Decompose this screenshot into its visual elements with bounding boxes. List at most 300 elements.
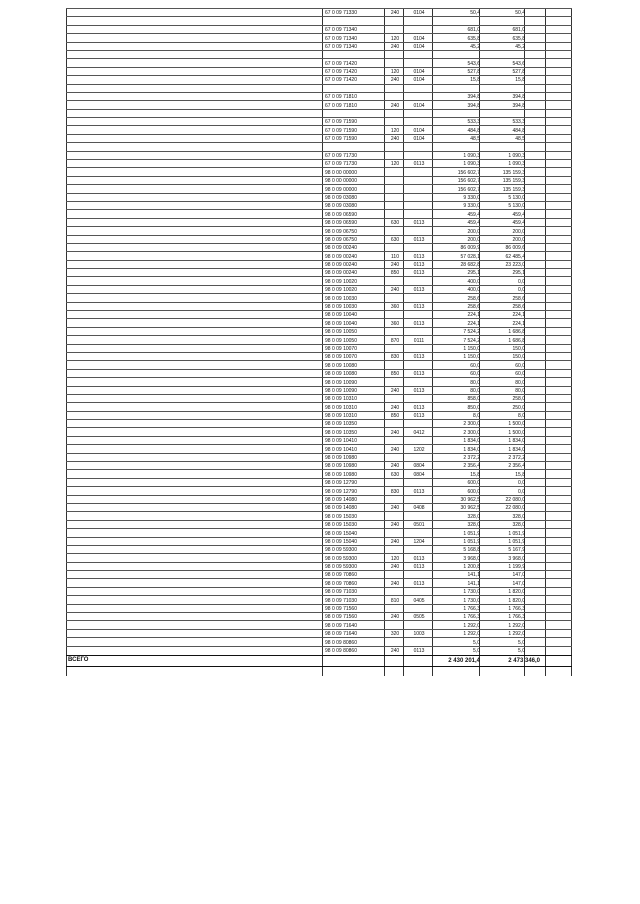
row-amount-2: 328,0 [512, 522, 525, 529]
row-amount-1: 15,8 [470, 77, 480, 84]
row-expense-type [386, 345, 404, 352]
row-amount-2: 224,1 [512, 320, 525, 327]
row-expense-type: 240 [390, 136, 400, 143]
row-target-code: 98 0 09 15040 [325, 530, 357, 537]
row-amount-1: 224,1 [467, 312, 480, 319]
row-amount-2: 22 080,0 [505, 496, 525, 503]
row-name [68, 143, 316, 150]
row-expense-type [386, 328, 404, 335]
row-expense-type [386, 512, 404, 519]
row-amount-2 [481, 17, 525, 24]
row-amount-1: 5,0 [473, 639, 480, 646]
row-section-code [405, 85, 433, 92]
row-target-code: 98 0 09 10310 [325, 396, 357, 403]
row-amount-1: 156 602,7 [457, 186, 480, 193]
row-section-code [405, 118, 433, 125]
row-name [68, 596, 316, 603]
table-row [66, 33, 572, 41]
row-expense-type: 630 [390, 471, 400, 478]
row-target-code: 67 0 09 71810 [325, 94, 357, 101]
table-row [66, 344, 572, 352]
budget-table [66, 8, 572, 676]
row-amount-1: 9 330,0 [463, 194, 480, 201]
table-row [66, 360, 572, 368]
row-target-code: 67 0 09 71420 [325, 60, 357, 67]
row-amount-1: 1 051,9 [463, 530, 480, 537]
row-name [68, 252, 316, 259]
row-amount-2: 459,4 [512, 211, 525, 218]
table-row [66, 453, 572, 461]
row-target-code: 98 0 09 06750 [325, 236, 357, 243]
row-target-code: 98 0 09 10080 [325, 362, 357, 369]
table-row [66, 486, 572, 494]
row-name [68, 638, 316, 645]
row-amount-2 [481, 85, 525, 92]
row-expense-type [386, 202, 404, 209]
row-amount-1: 328,0 [467, 513, 480, 520]
row-amount-2: 1 199,9 [508, 564, 525, 571]
row-target-code: 98 0 09 00000 [325, 186, 357, 193]
row-name [68, 135, 316, 142]
row-expense-type: 630 [390, 236, 400, 243]
row-amount-1: 200,0 [467, 228, 480, 235]
row-expense-type [386, 93, 404, 100]
row-target-code: 98 0 09 14080 [325, 496, 357, 503]
table-row [66, 327, 572, 335]
row-target-code [325, 51, 385, 58]
row-amount-1: 80,0 [470, 379, 480, 386]
row-amount-2: 1 766,3 [508, 606, 525, 613]
row-target-code: 98 0 09 00240 [325, 270, 357, 277]
row-name [68, 286, 316, 293]
row-section-code: 0104 [413, 102, 425, 109]
row-section-code [405, 437, 433, 444]
table-row [66, 67, 572, 75]
table-row [66, 260, 572, 268]
table-row [66, 167, 572, 175]
row-target-code: 67 0 09 71590 [325, 127, 357, 134]
row-amount-2: 394,8 [512, 102, 525, 109]
row-section-code: 0113 [413, 580, 425, 587]
row-name [68, 395, 316, 402]
row-amount-1 [434, 110, 480, 117]
row-target-code: 98 0 09 59300 [325, 555, 357, 562]
row-expense-type [386, 185, 404, 192]
table-row [66, 109, 572, 117]
table-row [66, 84, 572, 92]
row-target-code: 98 0 09 03080 [325, 194, 357, 201]
row-amount-1: 543,6 [467, 60, 480, 67]
row-target-code: 67 0 09 71420 [325, 69, 357, 76]
row-amount-2: 86 009,6 [505, 245, 525, 252]
row-section-code [405, 588, 433, 595]
row-amount-2: 1 686,8 [508, 337, 525, 344]
row-target-code: 98 0 09 10070 [325, 354, 357, 361]
table-row [66, 58, 572, 66]
row-amount-2: 1 820,0 [508, 597, 525, 604]
row-amount-2: 224,1 [512, 312, 525, 319]
row-section-code [405, 26, 433, 33]
row-amount-1: 224,1 [467, 320, 480, 327]
table-row [66, 310, 572, 318]
row-name [68, 621, 316, 628]
table-row [66, 394, 572, 402]
row-target-code: 98 0 09 10980 [325, 471, 357, 478]
row-expense-type [386, 361, 404, 368]
row-amount-1 [434, 143, 480, 150]
row-expense-type: 850 [390, 371, 400, 378]
row-target-code: 67 0 09 71340 [325, 27, 357, 34]
table-row [66, 612, 572, 620]
row-amount-1: 7 524,2 [463, 329, 480, 336]
row-expense-type [386, 605, 404, 612]
table-row [66, 176, 572, 184]
table-row [66, 587, 572, 595]
row-expense-type [386, 26, 404, 33]
row-name [68, 521, 316, 528]
table-row [66, 226, 572, 234]
row-amount-2: 147,0 [512, 580, 525, 587]
row-name [68, 387, 316, 394]
total-label: ВСЕГО [68, 657, 89, 664]
row-amount-2: 2 356,4 [508, 463, 525, 470]
row-amount-2: 394,8 [512, 94, 525, 101]
row-section-code [405, 496, 433, 503]
row-section-code [405, 311, 433, 318]
row-target-code: 98 0 09 15030 [325, 522, 357, 529]
row-name [68, 269, 316, 276]
row-name [68, 454, 316, 461]
row-amount-2: 5 130,0 [508, 203, 525, 210]
row-expense-type [386, 294, 404, 301]
row-name [68, 177, 316, 184]
row-target-code: 98 0 09 10030 [325, 295, 357, 302]
row-amount-1: 533,3 [467, 119, 480, 126]
row-amount-1: 258,6 [467, 304, 480, 310]
row-amount-1: 60,0 [470, 362, 480, 369]
table-row [66, 444, 572, 452]
row-amount-2: 15,8 [515, 471, 525, 478]
row-target-code: 98 0 09 06750 [325, 228, 357, 235]
row-amount-2: 1 500,0 [508, 421, 525, 428]
row-section-code [405, 294, 433, 301]
row-section-code [405, 244, 433, 251]
row-name [68, 244, 316, 251]
table-row [66, 545, 572, 553]
table-row [66, 335, 572, 343]
row-name [68, 579, 316, 586]
table-row [66, 209, 572, 217]
row-name [68, 328, 316, 335]
row-amount-1: 86 009,9 [460, 245, 480, 252]
row-amount-2: 1 820,0 [508, 589, 525, 596]
row-name [68, 93, 316, 100]
table-row [66, 478, 572, 486]
row-amount-1 [434, 17, 480, 24]
row-target-code: 67 0 09 71810 [325, 102, 357, 109]
row-amount-2: 200,0 [512, 228, 525, 235]
table-row [66, 629, 572, 637]
row-name [68, 277, 316, 284]
table-row [66, 25, 572, 33]
row-expense-type: 320 [390, 631, 400, 638]
row-target-code: 98 0 09 59300 [325, 547, 357, 554]
row-target-code [325, 85, 385, 92]
table-row [66, 293, 572, 301]
table-row [66, 402, 572, 410]
row-amount-2: 150,0 [512, 345, 525, 352]
row-target-code: 98 0 09 00240 [325, 253, 357, 260]
row-amount-1: 394,8 [467, 102, 480, 109]
row-section-code [405, 454, 433, 461]
row-section-code [405, 152, 433, 159]
row-section-code [405, 59, 433, 66]
row-name [68, 43, 316, 50]
row-name [68, 462, 316, 469]
row-amount-1: 1 292,0 [463, 622, 480, 629]
row-section-code: 0113 [413, 371, 425, 378]
row-target-code: 67 0 09 71730 [325, 161, 357, 168]
row-target-code: 98 0 00 00000 [325, 169, 357, 176]
row-amount-1: 600,0 [467, 488, 480, 495]
row-name [68, 571, 316, 578]
row-target-code: 98 0 09 10040 [325, 320, 357, 327]
row-amount-2: 0,0 [518, 488, 525, 495]
row-expense-type [386, 85, 404, 92]
table-row [66, 352, 572, 360]
row-section-code [405, 143, 433, 150]
row-section-code [405, 277, 433, 284]
row-amount-2: 5,0 [518, 647, 525, 654]
table-row [66, 620, 572, 628]
row-target-code: 98 0 09 71640 [325, 622, 357, 629]
row-name [68, 26, 316, 33]
row-target-code: 98 0 09 10410 [325, 438, 357, 445]
row-section-code: 0505 [413, 614, 425, 621]
row-amount-2: 2 372,2 [508, 455, 525, 462]
row-section-code: 0113 [413, 287, 425, 294]
row-name [68, 345, 316, 352]
row-target-code: 98 0 09 12790 [325, 488, 357, 495]
row-section-code [405, 479, 433, 486]
row-expense-type: 240 [390, 43, 400, 50]
table-row [66, 251, 572, 259]
row-section-code: 0104 [413, 43, 425, 50]
row-name [68, 34, 316, 41]
table-row [66, 511, 572, 519]
row-target-code: 98 0 09 71030 [325, 589, 357, 596]
table-row [66, 134, 572, 142]
row-amount-1: 1 834,0 [463, 438, 480, 445]
row-expense-type: 240 [390, 614, 400, 621]
table-row [66, 318, 572, 326]
table-row [66, 604, 572, 612]
row-target-code: 98 0 09 59300 [325, 564, 357, 571]
row-amount-2: 0,0 [518, 278, 525, 285]
row-name [68, 470, 316, 477]
table-row [66, 201, 572, 209]
row-section-code [405, 638, 433, 645]
row-section-code: 1204 [413, 538, 425, 545]
row-name [68, 496, 316, 503]
row-target-code: 67 0 09 71590 [325, 119, 357, 126]
table-row [66, 528, 572, 536]
row-expense-type: 830 [390, 488, 400, 495]
row-expense-type [386, 496, 404, 503]
table-row [66, 570, 572, 578]
row-amount-1: 400,0 [467, 278, 480, 285]
row-amount-2: 135 159,3 [502, 186, 525, 193]
row-amount-1: 394,8 [467, 94, 480, 101]
total-row [66, 655, 572, 667]
row-expense-type [386, 51, 404, 58]
row-expense-type [386, 210, 404, 217]
table-row [66, 42, 572, 50]
table-row [66, 637, 572, 645]
row-section-code [405, 378, 433, 385]
row-target-code: 98 0 00 00000 [325, 178, 357, 185]
row-amount-1: 1 150,0 [463, 354, 480, 361]
row-section-code: 0104 [413, 127, 425, 134]
row-section-code: 0104 [413, 136, 425, 143]
row-amount-1: 1 730,0 [463, 589, 480, 596]
row-target-code: 98 0 09 10410 [325, 446, 357, 453]
row-section-code: 0104 [413, 77, 425, 84]
row-amount-2 [481, 51, 525, 58]
table-row [66, 125, 572, 133]
row-amount-2: 8,0 [518, 413, 525, 420]
row-amount-2: 258,6 [512, 295, 525, 302]
row-amount-2: 0,0 [518, 287, 525, 294]
row-section-code: 0104 [413, 35, 425, 42]
row-target-code: 98 0 09 10030 [325, 304, 357, 310]
row-name [68, 168, 316, 175]
row-target-code: 98 0 09 10350 [325, 429, 357, 436]
row-amount-1: 635,8 [467, 35, 480, 42]
row-amount-1: 400,0 [467, 287, 480, 294]
table-row [66, 646, 572, 654]
row-amount-2: 1 834,0 [508, 446, 525, 453]
row-amount-1: 459,4 [467, 220, 480, 227]
row-name [68, 236, 316, 243]
row-section-code: 0113 [413, 488, 425, 495]
table-row [66, 268, 572, 276]
row-amount-2: 200,0 [512, 236, 525, 243]
row-expense-type [386, 546, 404, 553]
row-name [68, 529, 316, 536]
row-expense-type [386, 571, 404, 578]
row-amount-1: 2 300,0 [463, 429, 480, 436]
table-row [66, 595, 572, 603]
row-section-code: 0113 [413, 555, 425, 562]
table-row [66, 100, 572, 108]
row-name [68, 353, 316, 360]
row-amount-2: 50,4 [515, 10, 525, 17]
table-row [66, 159, 572, 167]
table-row [66, 193, 572, 201]
row-name [68, 630, 316, 637]
row-amount-1: 295,1 [467, 270, 480, 277]
row-expense-type: 240 [390, 10, 400, 17]
table-row [66, 235, 572, 243]
row-amount-1: 50,4 [470, 10, 480, 17]
row-target-code: 98 0 09 10090 [325, 379, 357, 386]
row-name [68, 336, 316, 343]
row-expense-type: 850 [390, 270, 400, 277]
row-section-code: 0804 [413, 463, 425, 470]
row-amount-2: 5,0 [518, 639, 525, 646]
row-expense-type: 240 [390, 77, 400, 84]
row-expense-type [386, 588, 404, 595]
table-row [66, 92, 572, 100]
row-name [68, 110, 316, 117]
row-expense-type: 630 [390, 220, 400, 227]
table-row [66, 50, 572, 58]
row-amount-1: 1 150,0 [463, 345, 480, 352]
row-expense-type: 240 [390, 429, 400, 436]
table-row [66, 369, 572, 377]
row-target-code: 98 0 09 06590 [325, 211, 357, 218]
row-expense-type: 240 [390, 580, 400, 587]
row-target-code: 98 0 09 10020 [325, 287, 357, 294]
row-amount-1: 3 968,0 [463, 555, 480, 562]
row-amount-1: 156 602,7 [457, 178, 480, 185]
row-section-code: 1003 [413, 631, 425, 638]
row-section-code: 0113 [413, 253, 425, 260]
row-name [68, 85, 316, 92]
row-name [68, 68, 316, 75]
row-name [68, 504, 316, 511]
row-amount-1: 15,8 [470, 471, 480, 478]
row-amount-2: 1 766,3 [508, 614, 525, 621]
row-section-code [405, 51, 433, 58]
row-section-code: 0804 [413, 471, 425, 478]
row-target-code: 98 0 09 06590 [325, 220, 357, 227]
row-amount-2: 135 159,3 [502, 169, 525, 176]
row-expense-type [386, 621, 404, 628]
row-name [68, 479, 316, 486]
row-amount-2: 543,6 [512, 60, 525, 67]
row-target-code: 98 0 09 71030 [325, 597, 357, 604]
row-section-code [405, 210, 433, 217]
row-section-code [405, 177, 433, 184]
row-amount-2: 22 080,0 [505, 505, 525, 512]
row-expense-type [386, 244, 404, 251]
row-name [68, 487, 316, 494]
table-row [66, 75, 572, 83]
row-amount-1: 527,8 [467, 69, 480, 76]
row-expense-type [386, 529, 404, 536]
row-amount-1: 1 090,3 [463, 161, 480, 168]
row-target-code: 98 0 09 10080 [325, 371, 357, 378]
row-section-code [405, 512, 433, 519]
row-amount-1: 8,0 [473, 413, 480, 420]
table-row [66, 386, 572, 394]
row-amount-2: 484,8 [512, 127, 525, 134]
row-name [68, 370, 316, 377]
table-row [66, 285, 572, 293]
row-section-code: 0113 [413, 161, 425, 168]
row-section-code: 0104 [413, 10, 425, 17]
row-amount-2: 45,2 [515, 43, 525, 50]
row-amount-1: 858,0 [467, 396, 480, 403]
row-amount-1: 2 356,4 [463, 463, 480, 470]
row-target-code: 67 0 09 71340 [325, 35, 357, 42]
row-amount-1: 30 962,5 [460, 496, 480, 503]
row-amount-2: 1 292,0 [508, 622, 525, 629]
row-target-code: 67 0 09 71420 [325, 77, 357, 84]
row-amount-1: 484,8 [467, 127, 480, 134]
